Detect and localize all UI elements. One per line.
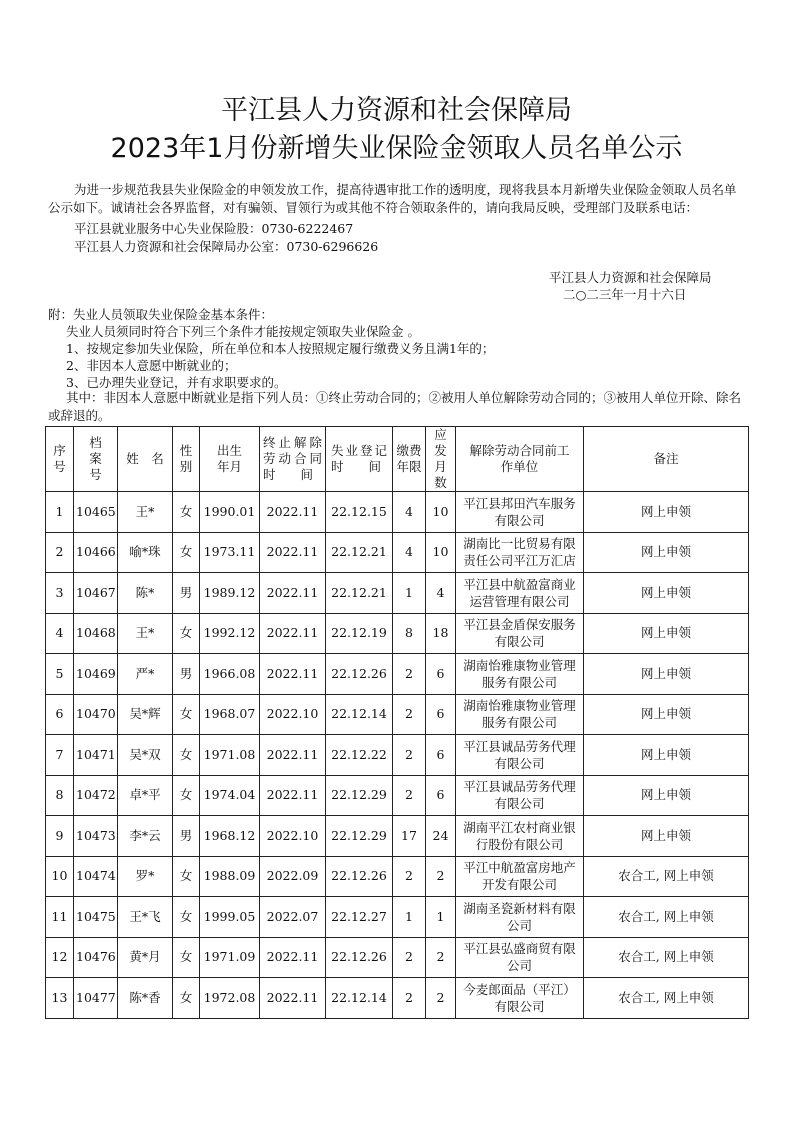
cell-registration: 22.12.29 — [326, 775, 393, 816]
cell-pay-years: 2 — [393, 694, 426, 735]
cell-months: 10 — [426, 532, 456, 573]
cell-sex: 女 — [173, 937, 200, 978]
cell-no: 3 — [46, 573, 74, 614]
contact-employment-center: 平江县就业服务中心失业保险股：0730-6222467 — [74, 221, 354, 236]
cell-pay-years: 4 — [393, 532, 426, 573]
cell-registration: 22.12.26 — [326, 654, 393, 695]
cell-file-no: 10468 — [74, 613, 118, 654]
table-row — [46, 856, 749, 897]
cell-registration: 22.12.14 — [326, 978, 393, 1019]
condition-2: 2、非因本人意愿中断就业的； — [66, 358, 237, 373]
table-row — [46, 613, 749, 654]
cell-contract-end: 2022.11 — [260, 978, 326, 1019]
cell-no: 11 — [46, 897, 74, 938]
cell-months: 2 — [426, 937, 456, 978]
cell-file-no: 10470 — [74, 694, 118, 735]
cell-no: 7 — [46, 735, 74, 776]
table-row — [46, 654, 749, 695]
page-subtitle: 2023年1月份新增失业保险金领取人员名单公示 — [110, 133, 683, 164]
cell-remark: 网上申领 — [584, 532, 749, 573]
cell-name: 李*云 — [118, 816, 173, 857]
cell-file-no: 10477 — [74, 978, 118, 1019]
cell-former-employer: 平江县邦田汽车服务有限公司 — [456, 492, 584, 533]
cell-file-no: 10472 — [74, 775, 118, 816]
cell-sex: 女 — [173, 532, 200, 573]
cell-name: 罗* — [118, 856, 173, 897]
cell-former-employer: 湖南怡雅康物业管理服务有限公司 — [456, 654, 584, 695]
cell-file-no: 10467 — [74, 573, 118, 614]
table-header-row — [46, 427, 749, 492]
cell-pay-years: 1 — [393, 897, 426, 938]
cell-registration: 22.12.29 — [326, 816, 393, 857]
cell-remark: 网上申领 — [584, 694, 749, 735]
cell-former-employer: 平江县中航盈富商业运营管理有限公司 — [456, 573, 584, 614]
cell-pay-years: 17 — [393, 816, 426, 857]
cell-birth: 1974.04 — [200, 775, 260, 816]
cell-no: 12 — [46, 937, 74, 978]
cell-name: 吴*辉 — [118, 694, 173, 735]
cell-name: 陈* — [118, 573, 173, 614]
cell-birth: 1966.08 — [200, 654, 260, 695]
cell-pay-years: 2 — [393, 735, 426, 776]
cell-remark: 网上申领 — [584, 735, 749, 776]
cell-no: 4 — [46, 613, 74, 654]
table-row — [46, 978, 749, 1019]
cell-no: 13 — [46, 978, 74, 1019]
cell-file-no: 10474 — [74, 856, 118, 897]
col-header-remark: 备注 — [584, 427, 749, 492]
cell-name: 王*飞 — [118, 897, 173, 938]
col-header-no: 序号 — [46, 427, 74, 492]
table-row — [46, 735, 749, 776]
signature-date: 二○二三年一月十六日 — [563, 287, 687, 302]
cell-pay-years: 2 — [393, 978, 426, 1019]
cell-no: 10 — [46, 856, 74, 897]
cell-name: 卓*平 — [118, 775, 173, 816]
table-row — [46, 573, 749, 614]
cell-pay-years: 1 — [393, 573, 426, 614]
cell-remark: 农合工, 网上申领 — [584, 856, 749, 897]
appendix-heading: 附：失业人员领取失业保险金基本条件： — [48, 307, 274, 322]
cell-contract-end: 2022.11 — [260, 613, 326, 654]
cell-remark: 农合工, 网上申领 — [584, 937, 749, 978]
col-header-registration: 失业登记时 间 — [326, 427, 393, 492]
cell-sex: 女 — [173, 694, 200, 735]
cell-birth: 1988.09 — [200, 856, 260, 897]
cell-months: 24 — [426, 816, 456, 857]
cell-registration: 22.12.27 — [326, 897, 393, 938]
cell-sex: 女 — [173, 897, 200, 938]
cell-pay-years: 4 — [393, 492, 426, 533]
cell-contract-end: 2022.11 — [260, 735, 326, 776]
cell-former-employer: 今麦郎面品（平江）有限公司 — [456, 978, 584, 1019]
cell-sex: 女 — [173, 856, 200, 897]
page-title: 平江县人力资源和社会保障局 — [221, 95, 572, 126]
cell-months: 4 — [426, 573, 456, 614]
cell-no: 6 — [46, 694, 74, 735]
col-header-file-no: 档案号 — [74, 427, 118, 492]
cell-contract-end: 2022.11 — [260, 532, 326, 573]
cell-pay-years: 2 — [393, 937, 426, 978]
appendix-note: 其中：非因本人意愿中断就业是指下列人员：①终止劳动合同的；②被用人单位解除劳动合同的；③被用人单位开除、除名或辞退的。 — [48, 390, 742, 423]
cell-former-employer: 平江县金盾保安服务有限公司 — [456, 613, 584, 654]
cell-sex: 女 — [173, 978, 200, 1019]
cell-remark: 农合工, 网上申领 — [584, 897, 749, 938]
cell-registration: 22.12.21 — [326, 573, 393, 614]
cell-remark: 网上申领 — [584, 613, 749, 654]
appendix-intro: 失业人员须同时符合下列三个条件才能按规定领取失业保险金 。 — [66, 324, 420, 339]
cell-remark: 网上申领 — [584, 775, 749, 816]
contact-bureau-office: 平江县人力资源和社会保障局办公室：0730-6296626 — [74, 239, 379, 254]
cell-sex: 女 — [173, 492, 200, 533]
cell-birth: 1999.05 — [200, 897, 260, 938]
cell-name: 严* — [118, 654, 173, 695]
cell-former-employer: 湖南怡雅康物业管理服务有限公司 — [456, 694, 584, 735]
cell-months: 1 — [426, 897, 456, 938]
cell-months: 2 — [426, 978, 456, 1019]
condition-1: 1、按规定参加失业保险，所在单位和本人按照规定履行缴费义务且满1年的； — [66, 341, 495, 356]
cell-file-no: 10476 — [74, 937, 118, 978]
table-row — [46, 775, 749, 816]
cell-birth: 1968.12 — [200, 816, 260, 857]
cell-months: 2 — [426, 856, 456, 897]
cell-months: 6 — [426, 654, 456, 695]
cell-file-no: 10469 — [74, 654, 118, 695]
cell-birth: 1968.07 — [200, 694, 260, 735]
cell-no: 9 — [46, 816, 74, 857]
cell-no: 5 — [46, 654, 74, 695]
cell-file-no: 10466 — [74, 532, 118, 573]
col-header-contract-end: 终止解除劳动合同时 间 — [260, 427, 326, 492]
table-row — [46, 532, 749, 573]
table-row — [46, 694, 749, 735]
cell-months: 6 — [426, 735, 456, 776]
cell-sex: 男 — [173, 573, 200, 614]
cell-former-employer: 湖南比一比贸易有限责任公司平江万汇店 — [456, 532, 584, 573]
cell-contract-end: 2022.10 — [260, 694, 326, 735]
cell-name: 吴*双 — [118, 735, 173, 776]
cell-registration: 22.12.15 — [326, 492, 393, 533]
cell-sex: 女 — [173, 775, 200, 816]
cell-birth: 1972.08 — [200, 978, 260, 1019]
cell-contract-end: 2022.11 — [260, 775, 326, 816]
cell-no: 1 — [46, 492, 74, 533]
cell-registration: 22.12.21 — [326, 532, 393, 573]
cell-registration: 22.12.22 — [326, 735, 393, 776]
cell-birth: 1971.08 — [200, 735, 260, 776]
cell-registration: 22.12.19 — [326, 613, 393, 654]
cell-months: 6 — [426, 694, 456, 735]
cell-pay-years: 2 — [393, 654, 426, 695]
cell-birth: 1992.12 — [200, 613, 260, 654]
cell-name: 喻*珠 — [118, 532, 173, 573]
cell-sex: 男 — [173, 816, 200, 857]
cell-birth: 1990.01 — [200, 492, 260, 533]
cell-name: 王* — [118, 613, 173, 654]
condition-3: 3、已办理失业登记，并有求职要求的。 — [66, 375, 287, 390]
cell-months: 18 — [426, 613, 456, 654]
cell-registration: 22.12.26 — [326, 937, 393, 978]
cell-file-no: 10473 — [74, 816, 118, 857]
table-row — [46, 492, 749, 533]
intro-paragraph: 为进一步规范我县失业保险金的申领发放工作，提高待遇审批工作的透明度，现将我县本月新增失业保险金领取人员名单公示如下。诚请社会各界监督，对有骗领、冒领行为或其他不符合领取条件的，请向我局反映，受理部门及联系电话： — [48, 182, 737, 215]
cell-remark: 网上申领 — [584, 492, 749, 533]
cell-former-employer: 平江中航盈富房地产开发有限公司 — [456, 856, 584, 897]
cell-birth: 1973.11 — [200, 532, 260, 573]
cell-remark: 网上申领 — [584, 654, 749, 695]
cell-former-employer: 湖南平江农村商业银行股份有限公司 — [456, 816, 584, 857]
col-header-name: 姓 名 — [118, 427, 173, 492]
cell-former-employer: 平江县弘盛商贸有限公司 — [456, 937, 584, 978]
cell-sex: 女 — [173, 613, 200, 654]
cell-contract-end: 2022.11 — [260, 937, 326, 978]
cell-contract-end: 2022.10 — [260, 816, 326, 857]
cell-file-no: 10475 — [74, 897, 118, 938]
cell-pay-years: 2 — [393, 775, 426, 816]
table-row — [46, 937, 749, 978]
recipients-table — [45, 426, 749, 1019]
cell-pay-years: 8 — [393, 613, 426, 654]
col-header-former-employer: 解除劳动合同前工作单位 — [456, 427, 584, 492]
cell-name: 王* — [118, 492, 173, 533]
cell-registration: 22.12.14 — [326, 694, 393, 735]
cell-contract-end: 2022.07 — [260, 897, 326, 938]
table-row — [46, 897, 749, 938]
table-row — [46, 816, 749, 857]
cell-contract-end: 2022.09 — [260, 856, 326, 897]
cell-months: 10 — [426, 492, 456, 533]
cell-remark: 网上申领 — [584, 816, 749, 857]
cell-former-employer: 平江县诚品劳务代理有限公司 — [456, 775, 584, 816]
cell-remark: 网上申领 — [584, 573, 749, 614]
cell-name: 黄*月 — [118, 937, 173, 978]
cell-registration: 22.12.26 — [326, 856, 393, 897]
cell-no: 8 — [46, 775, 74, 816]
cell-contract-end: 2022.11 — [260, 654, 326, 695]
cell-file-no: 10465 — [74, 492, 118, 533]
col-header-birth: 出生年月 — [200, 427, 260, 492]
cell-former-employer: 平江县诚品劳务代理有限公司 — [456, 735, 584, 776]
cell-sex: 女 — [173, 735, 200, 776]
cell-former-employer: 湖南圣瓷新材料有限公司 — [456, 897, 584, 938]
cell-file-no: 10471 — [74, 735, 118, 776]
cell-no: 2 — [46, 532, 74, 573]
cell-sex: 男 — [173, 654, 200, 695]
cell-birth: 1971.09 — [200, 937, 260, 978]
cell-pay-years: 2 — [393, 856, 426, 897]
cell-contract-end: 2022.11 — [260, 492, 326, 533]
cell-remark: 农合工, 网上申领 — [584, 978, 749, 1019]
signature-org: 平江县人力资源和社会保障局 — [549, 270, 712, 285]
col-header-months: 应发月数 — [426, 427, 456, 492]
col-header-pay-years: 缴费年限 — [393, 427, 426, 492]
cell-months: 6 — [426, 775, 456, 816]
col-header-sex: 性别 — [173, 427, 200, 492]
cell-contract-end: 2022.11 — [260, 573, 326, 614]
cell-birth: 1989.12 — [200, 573, 260, 614]
cell-name: 陈*香 — [118, 978, 173, 1019]
